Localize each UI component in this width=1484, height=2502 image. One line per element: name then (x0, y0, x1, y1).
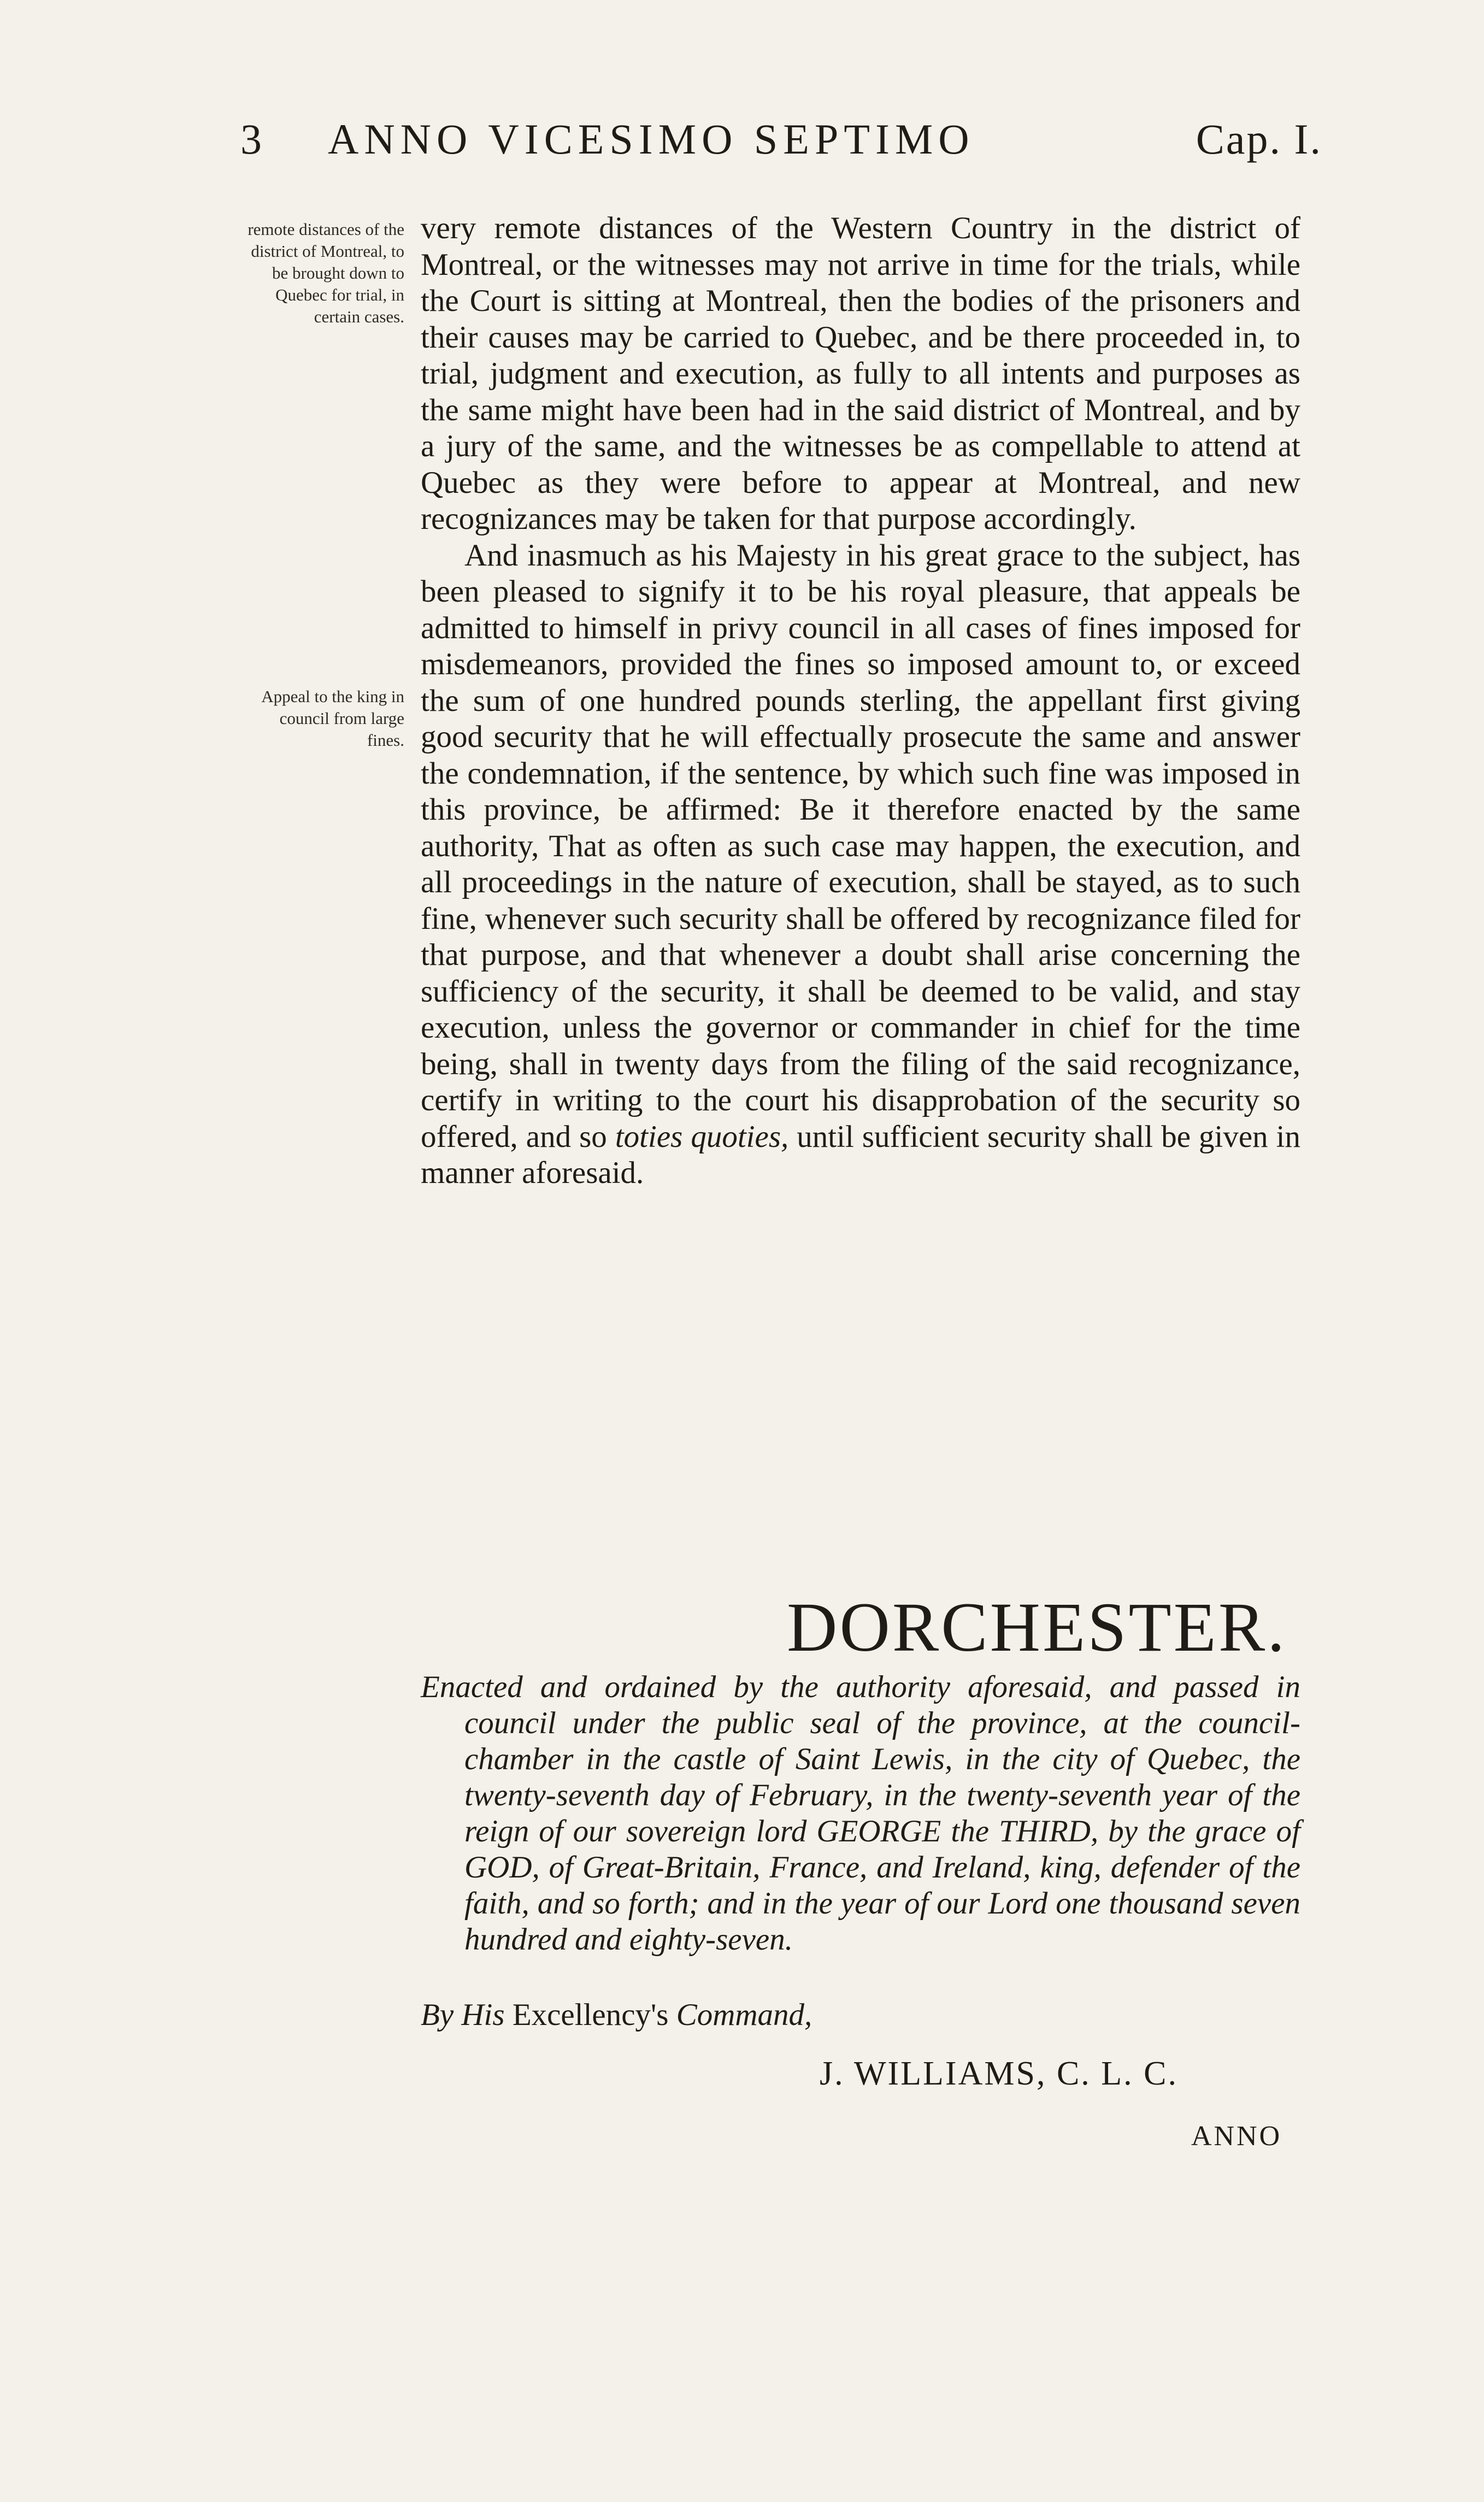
enactment-clause (421, 1669, 1300, 1958)
margin-note-remote-distances: remote distances of the district of Montreal, to be brought down to Quebec for trial, in certain cases. (248, 220, 404, 326)
by-command-italic: By His (421, 1998, 505, 2032)
latin-phrase: toties quoties, (615, 1119, 789, 1154)
running-title: ANNO VICESIMO SEPTIMO (328, 115, 975, 163)
chapter-label: Cap. I. (1196, 115, 1322, 163)
paragraph-appeals (421, 538, 1300, 1192)
by-command-line (421, 1997, 812, 2033)
margin-note-appeal: Appeal to the king in council from large fines. (261, 687, 404, 750)
by-command-end: Command, (676, 1998, 812, 2032)
paragraph-appeals-end: until sufficient security shall be given in manner aforesaid. (421, 1119, 1301, 1190)
paragraph-remote-trials: very remote distances of the Western Country in the district of Montreal, or the witnesses may not arrive in time for the trials, while the Court is sitting at Montreal, then the bodies of the prisoners and their causes may be carried to Quebec, and be there proceeded in, to trial, judgment and execution, as fully to all intents and purposes as the same might have been had in the said district of Montreal, and by a jury of the same, and the witnesses be as compellable to attend at Quebec as they were before to appear at Montreal, and new recognizances may be taken for that purpose accordingly. (421, 211, 1300, 536)
by-command-roman: Excellency's (512, 1998, 669, 2032)
paragraph-appeals-text: And inasmuch as his Majesty in his great grace to the subject, has been pleased to signify it to be his royal pleasure, that appeals be admitted to himself in privy council in all cases of fines imposed for misdemeanors, provided the fines so imposed amount to, or exceed the sum of one hundred pounds sterling, the appellant first giving good security that he will effectually prosecute the same and answer the condemnation, if the sentence, by which such fine was imposed in this province, be affirmed: Be it therefore enacted by the same authority, That as often as such case may happen, the execution, and all proceedings in the nature of execution, shall be stayed, as to such fine, whenever such security shall be offered by recognizance filed for that purpose, and that whenever a doubt shall arise concerning the sufficiency of the security, it shall be deemed to be valid, and stay execution, unless the governor or commander in chief for the time being, shall in twenty days from the filing of the said recognizance, certify in writing to the court his disapprobation of the security so offered, and so (421, 538, 1300, 1154)
page-number: 3 (240, 115, 266, 163)
signature-dorchester: DORCHESTER. (787, 1588, 1287, 1666)
clerk-signature: J. WILLIAMS, C. L. C. (820, 2055, 1179, 2092)
page-header (240, 115, 1322, 180)
enactment-text: Enacted and ordained by the authority aforesaid, and passed in council under the public seal of the province, at the council-chamber in the castle of Saint Lewis, in the city of Quebec, the twenty-seventh day of February, in the twenty-seventh year of the reign of our sovereign lord GEORGE the THIRD, by the grace of GOD, of Great-Britain, France, and Ireland, king, defender of the faith, and so forth; and in the year of our Lord one thousand seven hundred and eighty-seven. (421, 1670, 1300, 1957)
catchword: ANNO (1191, 2121, 1282, 2152)
body-text (421, 210, 1300, 1192)
